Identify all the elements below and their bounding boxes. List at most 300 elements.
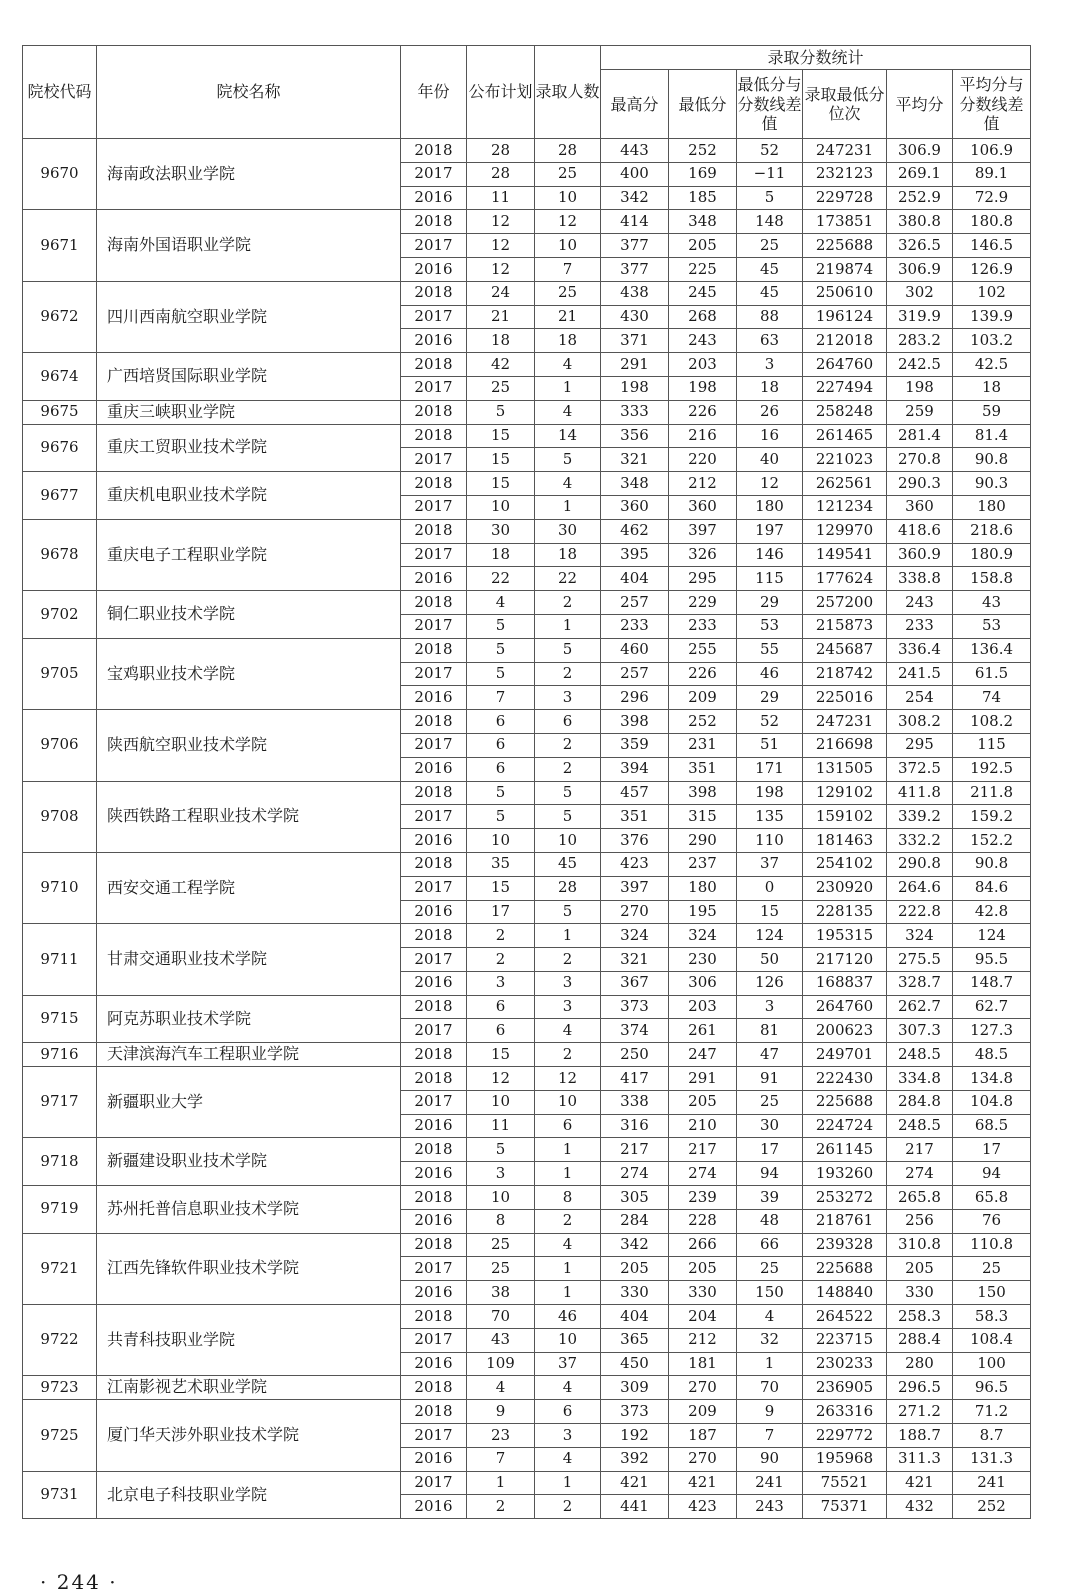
table-body [23, 139, 1031, 1519]
cell-min-rank: 258248 [803, 400, 887, 424]
cell-avg: 372.5 [887, 757, 953, 781]
cell-min-rank: 245687 [803, 638, 887, 662]
cell-avg-diff: 148.7 [953, 971, 1031, 995]
cell-admitted: 1 [535, 924, 601, 948]
cell-avg-diff: 95.5 [953, 948, 1031, 972]
cell-min-rank: 262561 [803, 472, 887, 496]
cell-plan: 6 [467, 733, 535, 757]
cell-avg-diff: 192.5 [953, 757, 1031, 781]
cell-max: 371 [601, 329, 669, 353]
cell-max: 395 [601, 543, 669, 567]
cell-plan: 30 [467, 519, 535, 543]
cell-max: 356 [601, 424, 669, 448]
cell-avg: 324 [887, 924, 953, 948]
cell-plan: 12 [467, 1067, 535, 1091]
cell-min: 243 [669, 329, 737, 353]
header-max: 最高分 [601, 70, 669, 139]
school-name: 海南外国语职业学院 [97, 210, 401, 281]
cell-year: 2016 [401, 971, 467, 995]
cell-year: 2016 [401, 829, 467, 853]
cell-year: 2016 [401, 1114, 467, 1138]
cell-min-diff: 150 [737, 1281, 803, 1305]
cell-min-rank: 225688 [803, 234, 887, 258]
cell-min-rank: 227494 [803, 376, 887, 400]
cell-year: 2018 [401, 1400, 467, 1424]
cell-plan: 23 [467, 1424, 535, 1448]
cell-plan: 25 [467, 376, 535, 400]
cell-min-rank: 212018 [803, 329, 887, 353]
cell-max: 421 [601, 1471, 669, 1495]
cell-min-rank: 149541 [803, 543, 887, 567]
cell-avg-diff: 61.5 [953, 662, 1031, 686]
cell-year: 2018 [401, 1376, 467, 1400]
admission-score-table [22, 45, 1031, 1519]
cell-avg: 188.7 [887, 1424, 953, 1448]
cell-admitted: 7 [535, 257, 601, 281]
cell-avg: 330 [887, 1281, 953, 1305]
cell-admitted: 8 [535, 1186, 601, 1210]
cell-avg-diff: 17 [953, 1138, 1031, 1162]
cell-min-diff: 63 [737, 329, 803, 353]
cell-year: 2016 [401, 1495, 467, 1519]
cell-min-diff: 9 [737, 1400, 803, 1424]
cell-year: 2017 [401, 1424, 467, 1448]
cell-plan: 28 [467, 162, 535, 186]
table-row [23, 1233, 1031, 1257]
cell-min-rank: 261145 [803, 1138, 887, 1162]
cell-year: 2018 [401, 400, 467, 424]
cell-avg: 242.5 [887, 353, 953, 377]
cell-min-rank: 195315 [803, 924, 887, 948]
school-name: 江南影视艺术职业学院 [97, 1376, 401, 1400]
cell-year: 2016 [401, 329, 467, 353]
cell-min-diff: 45 [737, 257, 803, 281]
cell-min-diff: 180 [737, 495, 803, 519]
cell-min: 268 [669, 305, 737, 329]
cell-admitted: 5 [535, 638, 601, 662]
school-name: 海南政法职业学院 [97, 139, 401, 210]
cell-avg: 222.8 [887, 900, 953, 924]
cell-min-diff: 148 [737, 210, 803, 234]
cell-avg: 264.6 [887, 876, 953, 900]
cell-admitted: 12 [535, 210, 601, 234]
school-code: 9716 [23, 1043, 97, 1067]
cell-avg-diff: 180.9 [953, 543, 1031, 567]
cell-year: 2017 [401, 1019, 467, 1043]
cell-min: 255 [669, 638, 737, 662]
cell-year: 2018 [401, 638, 467, 662]
cell-max: 417 [601, 1067, 669, 1091]
cell-admitted: 28 [535, 876, 601, 900]
cell-min-rank: 250610 [803, 281, 887, 305]
cell-avg-diff: 180.8 [953, 210, 1031, 234]
cell-min: 228 [669, 1209, 737, 1233]
cell-year: 2018 [401, 281, 467, 305]
cell-min-diff: 17 [737, 1138, 803, 1162]
cell-avg-diff: 65.8 [953, 1186, 1031, 1210]
cell-min: 203 [669, 995, 737, 1019]
table-row [23, 852, 1031, 876]
table-row [23, 1138, 1031, 1162]
cell-min-rank: 228135 [803, 900, 887, 924]
cell-year: 2017 [401, 234, 467, 258]
cell-avg: 319.9 [887, 305, 953, 329]
cell-min-rank: 75371 [803, 1495, 887, 1519]
cell-avg: 308.2 [887, 710, 953, 734]
cell-max: 348 [601, 472, 669, 496]
cell-min: 209 [669, 686, 737, 710]
cell-avg: 307.3 [887, 1019, 953, 1043]
cell-plan: 38 [467, 1281, 535, 1305]
cell-admitted: 5 [535, 900, 601, 924]
cell-min-rank: 131505 [803, 757, 887, 781]
cell-avg: 328.7 [887, 971, 953, 995]
cell-max: 321 [601, 948, 669, 972]
cell-max: 333 [601, 400, 669, 424]
cell-admitted: 37 [535, 1352, 601, 1376]
cell-year: 2016 [401, 1281, 467, 1305]
cell-admitted: 6 [535, 1400, 601, 1424]
cell-max: 296 [601, 686, 669, 710]
cell-admitted: 46 [535, 1305, 601, 1329]
cell-avg: 290.3 [887, 472, 953, 496]
cell-min-diff: 52 [737, 710, 803, 734]
cell-avg-diff: 150 [953, 1281, 1031, 1305]
cell-min-diff: 15 [737, 900, 803, 924]
cell-admitted: 5 [535, 805, 601, 829]
cell-avg: 271.2 [887, 1400, 953, 1424]
cell-min-diff: 50 [737, 948, 803, 972]
cell-year: 2018 [401, 781, 467, 805]
cell-max: 365 [601, 1328, 669, 1352]
cell-min-rank: 224724 [803, 1114, 887, 1138]
cell-plan: 10 [467, 495, 535, 519]
cell-admitted: 3 [535, 995, 601, 1019]
table-row [23, 995, 1031, 1019]
cell-min-diff: 47 [737, 1043, 803, 1067]
cell-min: 291 [669, 1067, 737, 1091]
cell-max: 377 [601, 257, 669, 281]
cell-max: 198 [601, 376, 669, 400]
cell-avg-diff: 90.8 [953, 448, 1031, 472]
cell-min-rank: 218742 [803, 662, 887, 686]
cell-avg: 302 [887, 281, 953, 305]
cell-avg-diff: 252 [953, 1495, 1031, 1519]
cell-avg-diff: 74 [953, 686, 1031, 710]
cell-plan: 15 [467, 1043, 535, 1067]
cell-min-diff: 4 [737, 1305, 803, 1329]
cell-admitted: 25 [535, 281, 601, 305]
cell-admitted: 10 [535, 829, 601, 853]
cell-min-diff: 37 [737, 852, 803, 876]
cell-min-diff: 0 [737, 876, 803, 900]
cell-max: 330 [601, 1281, 669, 1305]
cell-min: 195 [669, 900, 737, 924]
cell-min: 210 [669, 1114, 737, 1138]
cell-avg: 217 [887, 1138, 953, 1162]
cell-avg-diff: 76 [953, 1209, 1031, 1233]
cell-admitted: 2 [535, 1209, 601, 1233]
cell-avg-diff: 108.2 [953, 710, 1031, 734]
cell-year: 2017 [401, 876, 467, 900]
cell-max: 342 [601, 1233, 669, 1257]
table-row [23, 210, 1031, 234]
school-name: 广西培贤国际职业学院 [97, 353, 401, 401]
cell-avg: 265.8 [887, 1186, 953, 1210]
cell-avg: 256 [887, 1209, 953, 1233]
cell-year: 2018 [401, 139, 467, 163]
cell-year: 2018 [401, 1043, 467, 1067]
cell-year: 2017 [401, 495, 467, 519]
cell-avg: 252.9 [887, 186, 953, 210]
cell-min: 237 [669, 852, 737, 876]
cell-plan: 21 [467, 305, 535, 329]
cell-avg-diff: 90.8 [953, 852, 1031, 876]
cell-plan: 70 [467, 1305, 535, 1329]
cell-admitted: 45 [535, 852, 601, 876]
cell-avg-diff: 110.8 [953, 1233, 1031, 1257]
cell-min-diff: 25 [737, 234, 803, 258]
cell-min: 351 [669, 757, 737, 781]
cell-min: 180 [669, 876, 737, 900]
cell-max: 430 [601, 305, 669, 329]
cell-min-diff: 45 [737, 281, 803, 305]
cell-avg-diff: 102 [953, 281, 1031, 305]
school-name: 重庆工贸职业技术学院 [97, 424, 401, 472]
cell-max: 205 [601, 1257, 669, 1281]
cell-admitted: 1 [535, 376, 601, 400]
cell-year: 2018 [401, 924, 467, 948]
cell-min-rank: 195968 [803, 1447, 887, 1471]
cell-min-rank: 247231 [803, 710, 887, 734]
cell-avg: 336.4 [887, 638, 953, 662]
cell-avg: 326.5 [887, 234, 953, 258]
school-code: 9721 [23, 1233, 97, 1304]
cell-year: 2018 [401, 591, 467, 615]
cell-year: 2017 [401, 1328, 467, 1352]
cell-admitted: 4 [535, 1019, 601, 1043]
cell-plan: 12 [467, 234, 535, 258]
cell-max: 397 [601, 876, 669, 900]
cell-min: 423 [669, 1495, 737, 1519]
cell-min-rank: 215873 [803, 614, 887, 638]
cell-avg-diff: 25 [953, 1257, 1031, 1281]
cell-min: 270 [669, 1447, 737, 1471]
cell-min: 261 [669, 1019, 737, 1043]
cell-min-rank: 229772 [803, 1424, 887, 1448]
school-code: 9705 [23, 638, 97, 709]
cell-min: 398 [669, 781, 737, 805]
cell-max: 351 [601, 805, 669, 829]
cell-min-diff: 110 [737, 829, 803, 853]
school-code: 9715 [23, 995, 97, 1043]
cell-min-rank: 75521 [803, 1471, 887, 1495]
cell-max: 192 [601, 1424, 669, 1448]
cell-admitted: 30 [535, 519, 601, 543]
table-row [23, 1305, 1031, 1329]
cell-admitted: 28 [535, 139, 601, 163]
cell-admitted: 5 [535, 448, 601, 472]
cell-avg-diff: 84.6 [953, 876, 1031, 900]
cell-year: 2017 [401, 733, 467, 757]
cell-plan: 109 [467, 1352, 535, 1376]
cell-avg: 432 [887, 1495, 953, 1519]
cell-max: 460 [601, 638, 669, 662]
header-min-rank: 录取最低分位次 [803, 70, 887, 139]
cell-avg-diff: 126.9 [953, 257, 1031, 281]
cell-admitted: 3 [535, 1424, 601, 1448]
cell-plan: 5 [467, 662, 535, 686]
cell-admitted: 2 [535, 948, 601, 972]
school-name: 北京电子科技职业学院 [97, 1471, 401, 1519]
cell-plan: 5 [467, 805, 535, 829]
cell-plan: 10 [467, 1186, 535, 1210]
cell-min: 230 [669, 948, 737, 972]
cell-avg: 205 [887, 1257, 953, 1281]
cell-avg: 262.7 [887, 995, 953, 1019]
table-row [23, 638, 1031, 662]
cell-min-diff: 126 [737, 971, 803, 995]
cell-admitted: 12 [535, 1067, 601, 1091]
cell-min-diff: 29 [737, 686, 803, 710]
cell-year: 2016 [401, 1352, 467, 1376]
cell-plan: 3 [467, 1162, 535, 1186]
cell-min-rank: 219874 [803, 257, 887, 281]
cell-min-diff: 18 [737, 376, 803, 400]
table-row [23, 1376, 1031, 1400]
cell-avg-diff: 68.5 [953, 1114, 1031, 1138]
cell-avg-diff: 146.5 [953, 234, 1031, 258]
cell-avg-diff: 96.5 [953, 1376, 1031, 1400]
cell-min-rank: 257200 [803, 591, 887, 615]
cell-plan: 12 [467, 210, 535, 234]
cell-avg-diff: 104.8 [953, 1090, 1031, 1114]
cell-admitted: 3 [535, 971, 601, 995]
table-row [23, 1043, 1031, 1067]
cell-plan: 4 [467, 1376, 535, 1400]
cell-min: 203 [669, 353, 737, 377]
cell-min-rank: 229728 [803, 186, 887, 210]
cell-min: 315 [669, 805, 737, 829]
school-code: 9722 [23, 1305, 97, 1376]
cell-min-diff: 25 [737, 1257, 803, 1281]
table-row [23, 139, 1031, 163]
cell-year: 2017 [401, 805, 467, 829]
admission-score-table-container [22, 45, 1030, 1519]
cell-max: 438 [601, 281, 669, 305]
cell-min-rank: 129102 [803, 781, 887, 805]
cell-avg-diff: 211.8 [953, 781, 1031, 805]
school-name: 新疆职业大学 [97, 1067, 401, 1138]
cell-min: 229 [669, 591, 737, 615]
cell-min: 397 [669, 519, 737, 543]
school-code: 9672 [23, 281, 97, 352]
cell-min-diff: 5 [737, 186, 803, 210]
cell-avg: 332.2 [887, 829, 953, 853]
cell-min-diff: 16 [737, 424, 803, 448]
table-row [23, 353, 1031, 377]
cell-min-rank: 129970 [803, 519, 887, 543]
cell-avg-diff: 241 [953, 1471, 1031, 1495]
cell-year: 2016 [401, 1162, 467, 1186]
cell-min-rank: 196124 [803, 305, 887, 329]
cell-min-diff: 81 [737, 1019, 803, 1043]
cell-min-rank: 121234 [803, 495, 887, 519]
cell-min: 181 [669, 1352, 737, 1376]
cell-min: 360 [669, 495, 737, 519]
cell-min-rank: 177624 [803, 567, 887, 591]
cell-year: 2017 [401, 448, 467, 472]
cell-avg: 306.9 [887, 257, 953, 281]
cell-avg: 248.5 [887, 1043, 953, 1067]
cell-min-rank: 225688 [803, 1257, 887, 1281]
cell-avg: 280 [887, 1352, 953, 1376]
table-row [23, 924, 1031, 948]
cell-max: 250 [601, 1043, 669, 1067]
cell-plan: 25 [467, 1233, 535, 1257]
cell-min: 295 [669, 567, 737, 591]
cell-plan: 3 [467, 971, 535, 995]
cell-year: 2017 [401, 1471, 467, 1495]
cell-admitted: 4 [535, 400, 601, 424]
cell-min-diff: 94 [737, 1162, 803, 1186]
cell-year: 2016 [401, 186, 467, 210]
cell-plan: 6 [467, 757, 535, 781]
cell-min: 245 [669, 281, 737, 305]
school-code: 9725 [23, 1400, 97, 1471]
cell-max: 374 [601, 1019, 669, 1043]
cell-min: 187 [669, 1424, 737, 1448]
cell-avg: 241.5 [887, 662, 953, 686]
cell-admitted: 4 [535, 1447, 601, 1471]
cell-max: 217 [601, 1138, 669, 1162]
cell-min-rank: 254102 [803, 852, 887, 876]
cell-plan: 18 [467, 329, 535, 353]
school-name: 天津滨海汽车工程职业学院 [97, 1043, 401, 1067]
school-code: 9708 [23, 781, 97, 852]
cell-min: 421 [669, 1471, 737, 1495]
cell-plan: 11 [467, 1114, 535, 1138]
cell-min-rank: 225688 [803, 1090, 887, 1114]
cell-year: 2017 [401, 948, 467, 972]
school-name: 江西先锋软件职业技术学院 [97, 1233, 401, 1304]
cell-avg-diff: 108.4 [953, 1328, 1031, 1352]
cell-min-diff: 88 [737, 305, 803, 329]
cell-admitted: 1 [535, 614, 601, 638]
cell-admitted: 25 [535, 162, 601, 186]
cell-plan: 7 [467, 686, 535, 710]
cell-plan: 25 [467, 1257, 535, 1281]
cell-admitted: 4 [535, 1376, 601, 1400]
table-row [23, 781, 1031, 805]
cell-avg-diff: 134.8 [953, 1067, 1031, 1091]
cell-max: 291 [601, 353, 669, 377]
cell-plan: 10 [467, 829, 535, 853]
cell-min-rank: 264760 [803, 353, 887, 377]
cell-avg: 233 [887, 614, 953, 638]
cell-year: 2018 [401, 519, 467, 543]
school-code: 9676 [23, 424, 97, 472]
cell-admitted: 4 [535, 353, 601, 377]
cell-max: 367 [601, 971, 669, 995]
cell-avg-diff: 8.7 [953, 1424, 1031, 1448]
cell-min-diff: 243 [737, 1495, 803, 1519]
cell-admitted: 18 [535, 329, 601, 353]
cell-admitted: 1 [535, 1257, 601, 1281]
cell-avg-diff: 124 [953, 924, 1031, 948]
school-name: 苏州托普信息职业技术学院 [97, 1186, 401, 1234]
cell-avg: 339.2 [887, 805, 953, 829]
